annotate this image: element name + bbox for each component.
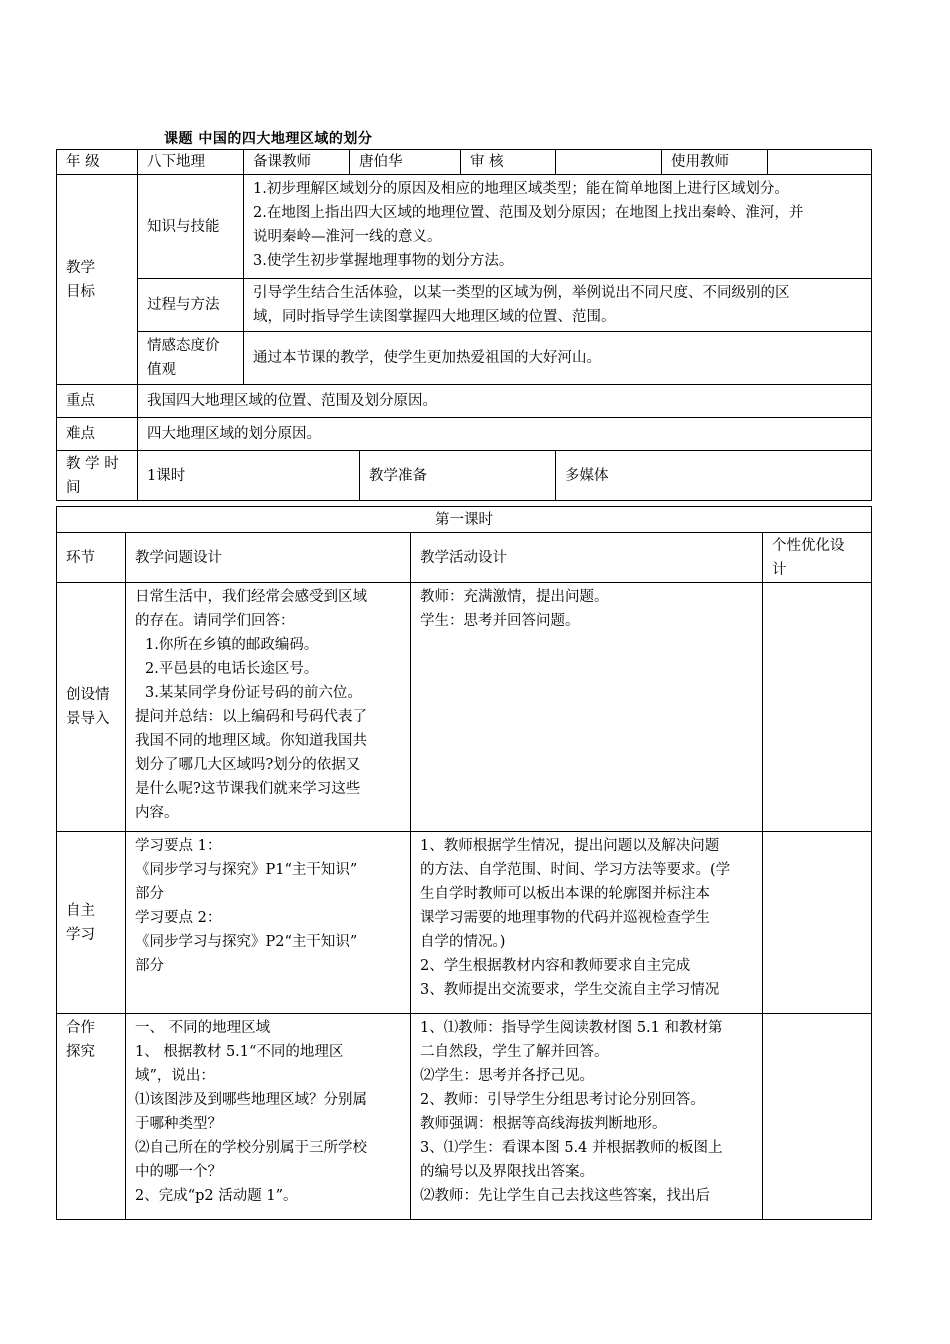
page-title: 课题 中国的四大地理区域的划分 bbox=[164, 131, 373, 147]
activity-line: 生自学时教师可以板出本课的轮廓图并标注本 bbox=[420, 886, 710, 902]
lesson-plan-table bbox=[56, 506, 872, 1220]
question-line: 我国不同的地理区域。你知道我国共 bbox=[135, 733, 367, 749]
question-line: 2.平邑县的电话长途区号。 bbox=[145, 661, 319, 677]
stage-header: 环节 bbox=[57, 533, 126, 583]
question-line: 日常生活中，我们经常会感受到区域 bbox=[135, 589, 367, 605]
knowledge-line: 说明秦岭—淮河一线的意义。 bbox=[253, 229, 442, 245]
prep-label: 教学准备 bbox=[360, 451, 556, 501]
personal-header-line1: 个性优化设 bbox=[772, 537, 845, 554]
stage-cell bbox=[57, 832, 126, 1014]
knowledge-label: 知识与技能 bbox=[138, 175, 244, 279]
time-label-line1: 教 学 时 bbox=[66, 455, 119, 472]
process-content bbox=[244, 279, 872, 332]
activity-line: 1、教师根据学生情况，提出问题以及解决问题 bbox=[420, 838, 720, 854]
activity-line: 2、教师：引导学生分组思考讨论分别回答。 bbox=[420, 1092, 705, 1108]
activity-line: ⑵学生：思考并各抒己见。 bbox=[420, 1068, 594, 1084]
grade-label: 年 级 bbox=[57, 150, 138, 175]
question-cell bbox=[126, 832, 411, 1014]
time-row bbox=[57, 451, 872, 501]
stage-line: 探究 bbox=[66, 1044, 95, 1060]
prep-value: 多媒体 bbox=[556, 451, 872, 501]
objective-emotion-row bbox=[57, 332, 872, 385]
question-line: 是什么呢?这节课我们就来学习这些 bbox=[135, 781, 361, 797]
emotion-label-line1: 情感态度价 bbox=[147, 338, 220, 354]
time-label bbox=[57, 451, 138, 501]
activity-line: 的方法、自学范围、时间、学习方法等要求。(学 bbox=[420, 862, 731, 878]
stage-line: 合作 bbox=[66, 1020, 95, 1036]
question-header: 教学问题设计 bbox=[126, 533, 411, 583]
personal-cell bbox=[763, 583, 872, 832]
activity-line: 课学习需要的地理事物的代码并巡视检查学生 bbox=[420, 910, 710, 926]
knowledge-line: 1.初步理解区域划分的原因及相应的地理区域类型；能在简单地图上进行区域划分。 bbox=[253, 181, 789, 197]
stage-line: 学习 bbox=[66, 926, 95, 943]
user-label: 使用教师 bbox=[662, 150, 768, 175]
objective-process-row bbox=[57, 279, 872, 332]
objectives-label-line1: 教学 bbox=[66, 259, 95, 276]
key-point-label: 重点 bbox=[57, 385, 138, 418]
question-line: 域”，说出： bbox=[135, 1068, 215, 1084]
activity-line: 自学的情况。) bbox=[420, 934, 506, 950]
stage-line: 景导入 bbox=[66, 711, 110, 727]
question-cell bbox=[126, 1014, 411, 1220]
question-line: 部分 bbox=[135, 958, 164, 974]
difficulty-label: 难点 bbox=[57, 418, 138, 451]
header-row bbox=[57, 150, 872, 175]
activity-line: 3、教师提出交流要求，学生交流自主学习情况 bbox=[420, 982, 720, 998]
emotion-content: 通过本节课的教学，使学生更加热爱祖国的大好河山。 bbox=[244, 332, 872, 385]
activity-line: 教师：充满激情，提出问题。 bbox=[420, 589, 609, 605]
grade-value: 八下地理 bbox=[138, 150, 244, 175]
key-point-content: 我国四大地理区域的位置、范围及划分原因。 bbox=[138, 385, 872, 418]
question-line: 3.某某同学身份证号码的前六位。 bbox=[145, 685, 362, 701]
activity-header: 教学活动设计 bbox=[411, 533, 763, 583]
personal-cell bbox=[763, 832, 872, 1014]
objectives-label-line2: 目标 bbox=[66, 283, 95, 300]
question-line: 学习要点 2： bbox=[135, 910, 222, 926]
lesson-header-row bbox=[57, 533, 872, 583]
question-line: ⑵自己所在的学校分别属于三所学校 bbox=[135, 1140, 367, 1156]
question-line: 2、完成“p2 活动题 1”。 bbox=[135, 1188, 298, 1204]
review-value bbox=[556, 150, 662, 175]
activity-line: 1、⑴教师：指导学生阅读教材图 5.1 和教材第 bbox=[420, 1020, 723, 1036]
time-label-line2: 间 bbox=[66, 479, 81, 496]
stage-line: 自主 bbox=[66, 902, 95, 919]
lesson-row-intro bbox=[57, 583, 872, 832]
activity-line: 教师强调：根据等高线海拔判断地形。 bbox=[420, 1116, 667, 1132]
activity-cell bbox=[411, 832, 763, 1014]
question-line: 划分了哪几大区域吗?划分的依据又 bbox=[135, 757, 361, 773]
question-line: 《同步学习与探究》P1“主干知识” bbox=[135, 862, 358, 878]
process-line: 引导学生结合生活体验，以某一类型的区域为例，举例说出不同尺度、不同级别的区 bbox=[253, 285, 790, 301]
knowledge-line: 2.在地图上指出四大区域的地理位置、范围及划分原因；在地图上找出秦岭、淮河，并 bbox=[253, 205, 804, 221]
activity-line: 的编号以及界限找出答案。 bbox=[420, 1164, 594, 1180]
question-line: 一、 不同的地理区域 bbox=[135, 1020, 271, 1036]
lesson-info-table bbox=[56, 149, 872, 501]
activity-line: ⑵教师：先让学生自己去找这些答案，找出后 bbox=[420, 1188, 710, 1204]
question-cell bbox=[126, 583, 411, 832]
difficulty-content: 四大地理区域的划分原因。 bbox=[138, 418, 872, 451]
period-row bbox=[57, 507, 872, 533]
question-line: 1.你所在乡镇的邮政编码。 bbox=[145, 637, 319, 653]
question-line: 部分 bbox=[135, 886, 164, 902]
personal-header bbox=[763, 533, 872, 583]
difficulty-row bbox=[57, 418, 872, 451]
process-label: 过程与方法 bbox=[138, 279, 244, 332]
question-line: 中的哪一个？ bbox=[135, 1164, 222, 1180]
activity-line: 二自然段，学生了解并回答。 bbox=[420, 1044, 609, 1060]
objectives-label bbox=[57, 175, 138, 385]
emotion-label bbox=[138, 332, 244, 385]
review-label: 审 核 bbox=[461, 150, 556, 175]
question-line: 《同步学习与探究》P2“主干知识” bbox=[135, 934, 358, 950]
knowledge-content bbox=[244, 175, 872, 279]
lesson-row-cooperation bbox=[57, 1014, 872, 1220]
personal-cell bbox=[763, 1014, 872, 1220]
question-line: 提问并总结：以上编码和号码代表了 bbox=[135, 709, 367, 725]
activity-cell bbox=[411, 583, 763, 832]
objective-knowledge-row bbox=[57, 175, 872, 279]
question-line: 1、 根据教材 5.1“不同的地理区 bbox=[135, 1044, 344, 1060]
question-line: ⑴该图涉及到哪些地理区域？分别属 bbox=[135, 1092, 367, 1108]
question-line: 学习要点 1： bbox=[135, 838, 222, 854]
key-point-row bbox=[57, 385, 872, 418]
teacher-value: 唐伯华 bbox=[350, 150, 461, 175]
stage-cell bbox=[57, 583, 126, 832]
process-line: 域，同时指导学生读图掌握四大地理区域的位置、范围。 bbox=[253, 309, 616, 325]
activity-line: 2、学生根据教材内容和教师要求自主完成 bbox=[420, 958, 691, 974]
question-line: 内容。 bbox=[135, 805, 179, 821]
question-line: 的存在。请同学们回答： bbox=[135, 613, 295, 629]
emotion-label-line2: 值观 bbox=[147, 362, 176, 378]
activity-cell bbox=[411, 1014, 763, 1220]
time-value: 1课时 bbox=[138, 451, 360, 501]
question-line: 于哪种类型？ bbox=[135, 1116, 222, 1132]
activity-line: 学生：思考并回答问题。 bbox=[420, 613, 580, 629]
stage-cell bbox=[57, 1014, 126, 1220]
activity-line: 3、⑴学生：看课本图 5.4 并根据教师的板图上 bbox=[420, 1140, 723, 1156]
personal-header-line2: 计 bbox=[772, 561, 787, 578]
knowledge-line: 3.使学生初步掌握地理事物的划分方法。 bbox=[253, 253, 514, 269]
teacher-label: 备课教师 bbox=[244, 150, 350, 175]
lesson-row-self-study bbox=[57, 832, 872, 1014]
stage-line: 创设情 bbox=[66, 687, 110, 703]
user-value bbox=[768, 150, 872, 175]
period-title: 第一课时 bbox=[57, 507, 872, 533]
